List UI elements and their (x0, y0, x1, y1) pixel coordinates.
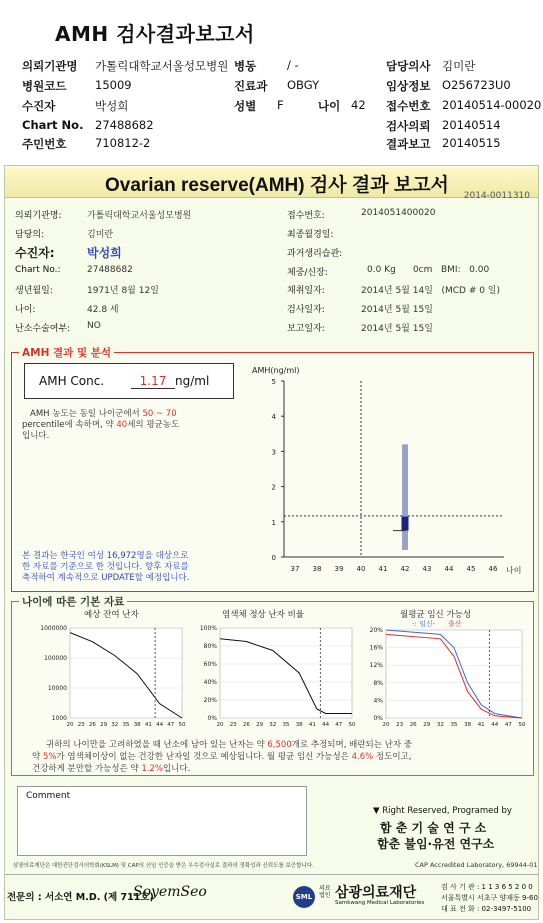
phone: 대 표 전 화 : 02-3497-5100 (441, 905, 532, 913)
x-tick-label: 43 (422, 565, 432, 573)
cap-accreditation: CAP Accredited Laboratory, 69944-01 (415, 861, 538, 869)
birth-pct: 1.2% (141, 764, 163, 774)
x-tick-label: 32 (269, 722, 277, 728)
x-tick-label: 29 (256, 722, 264, 728)
foundation-name: 삼광의료재단 (335, 885, 417, 901)
y-tick-label: 20% (369, 627, 383, 634)
header-value: F (277, 98, 284, 112)
data-source-note: 축적하여 계속적으로 UPDATE할 예정입니다. (22, 573, 190, 583)
x-tick-label: 38 (295, 722, 303, 728)
x-tick-label: 35 (282, 722, 290, 728)
header-value: / - (287, 58, 299, 72)
accreditation-note: 삼광의료재단은 대한진단검사의학회(KSLM) 및 CAP의 신임 인증을 받은 우수검사실로 결과의 정확성과 신뢰도를 보증합니다. (13, 863, 314, 869)
pregnancy-chance-chart (360, 624, 530, 732)
age-data-section (11, 601, 534, 776)
header-label: 주민번호 (22, 137, 67, 151)
field-label: 최종월경일: (287, 230, 334, 240)
summary-text: 가 염색체이상이 없는 건강한 난자일 것으로 예상됩니다. 월 평균 임신 가능성은 (56, 752, 349, 762)
header-value: 김미란 (442, 59, 476, 73)
summary-text: 건강하게 분만할 가능성은 약 (32, 764, 139, 774)
header-value: 가톨릭대학교서울성모병원 (95, 59, 229, 73)
x-axis-label: 나이 (506, 566, 522, 575)
header-label: 접수번호 (386, 99, 431, 113)
report-code: 2014-0011310 (463, 191, 530, 201)
x-tick-label: 44 (156, 722, 164, 728)
header-value: 20140515 (442, 136, 501, 150)
foundation-logo: SML (293, 886, 315, 908)
y-tick-label: 4% (373, 697, 383, 705)
x-tick-label: 47 (504, 722, 512, 728)
field-value: 1971년 8월 12일 (87, 286, 159, 296)
field-label: 보고일자: (287, 324, 325, 334)
x-tick-label: 23 (229, 722, 237, 728)
x-tick-label: 20 (382, 722, 390, 728)
x-tick-label: 41 (378, 565, 388, 573)
x-tick-label: 41 (308, 722, 316, 728)
header-label: 임상정보 (386, 79, 431, 93)
y-axis-label: AMH(ng/ml) (252, 366, 300, 375)
lab-name-1: 함 춘 기 술 연 구 소 (380, 821, 487, 835)
y-tick-label: 0% (373, 715, 383, 722)
field-label: 채취일자: (287, 286, 325, 296)
remaining-eggs-value: 6,500 (267, 740, 292, 750)
y-tick-label: 80% (203, 643, 217, 650)
amh-age-chart (242, 359, 532, 589)
field-value: 42.8 세 (87, 305, 119, 315)
range-bar (402, 444, 408, 550)
y-tick-label: 0 (271, 554, 276, 562)
y-tick-label: 16% (369, 644, 383, 652)
field-label: 과거생리습관: (287, 249, 343, 259)
report-banner (5, 168, 538, 201)
field-label: 체중/신장: (287, 268, 328, 278)
footer-divider (5, 874, 538, 875)
x-tick-label: 32 (436, 722, 444, 728)
header-label: 성별 (234, 99, 257, 113)
plot-area (70, 628, 182, 718)
remaining-eggs-chart (20, 620, 190, 732)
pregnancy-pct: 4.6% (351, 752, 374, 762)
equivalent-age: 40 (116, 420, 128, 430)
x-tick-label: 39 (334, 565, 344, 573)
amh-concentration-box (24, 363, 234, 399)
page-title: AMH 검사결과보고서 (55, 22, 255, 46)
data-source-note: 한 자료를 기준으로 한 것입니다. 향후 자료를 (22, 562, 189, 572)
amh-conc-value: 1.17 (131, 374, 175, 389)
header-label: 진료과 (234, 79, 268, 93)
amh-section-title: AMH 결과 및 분석 (19, 345, 114, 360)
summary-line-3 (32, 764, 190, 775)
y-tick-label: 1000000 (40, 625, 67, 632)
header-label: 담당의사 (386, 59, 431, 73)
chart-title: 월평균 임신 가능성 (400, 610, 472, 620)
header-value: 710812-2 (95, 136, 151, 150)
foundation-name-en: Samkwang Medical Laboratories (335, 900, 425, 906)
field-value: 0.0 Kg 0cm BMI: 0.00 (367, 265, 490, 275)
chart-title: 염색체 정상 난자 비율 (222, 610, 305, 620)
field-value: 2014년 5월 15일 (361, 324, 433, 334)
x-tick-label: 20 (216, 722, 224, 728)
doctor-signature: SoyemSeo (133, 884, 207, 900)
percentile-range: 50 ~ 70 (142, 409, 177, 419)
address: 서울특별시 서초구 양재동 9-60 (441, 894, 538, 902)
institution-code: 검 사 기 관 : 1 1 3 6 5 2 0 0 (441, 883, 533, 891)
x-tick-label: 26 (88, 722, 96, 728)
x-tick-label: 35 (122, 722, 130, 728)
field-value: 2014년 5월 14일 (MCD # 0 일) (361, 286, 501, 296)
field-label: Chart No.: (15, 265, 61, 275)
header-label: Chart No. (22, 118, 84, 132)
field-value: 2014051400020 (361, 208, 436, 218)
header-label: 수진자 (22, 99, 56, 113)
report-title: Ovarian reserve(AMH) 검사 결과 보고서 (105, 175, 449, 196)
amh-conc-unit: ng/ml (175, 374, 210, 388)
y-tick-label: 100000 (44, 655, 67, 662)
header-value: 15009 (95, 78, 132, 92)
legend-birth: 출산 (448, 620, 462, 628)
x-tick-label: 41 (144, 722, 152, 728)
field-value: NO (87, 321, 101, 331)
x-tick-label: 23 (396, 722, 404, 728)
header-value: 27488682 (95, 118, 154, 132)
header-value: 박성희 (95, 99, 129, 113)
amh-interpretation (30, 409, 177, 420)
corp-mark-line: 법인 (319, 892, 331, 899)
x-tick-label: 29 (423, 722, 431, 728)
comment-label: Comment (26, 791, 71, 801)
y-tick-label: 1 (271, 518, 276, 527)
summary-text: 약 (32, 752, 41, 762)
field-value: 가톨릭대학교서울성모병원 (87, 211, 192, 221)
y-tick-label: 12% (369, 662, 383, 670)
header-label: 의뢰기관명 (22, 59, 78, 73)
lab-name-2: 함춘 불임·유전 연구소 (377, 837, 495, 851)
header-label: 검사의뢰 (386, 119, 431, 133)
amh-analysis-section (11, 352, 534, 592)
y-tick-label: 0% (207, 715, 217, 722)
x-tick-label: 26 (242, 722, 250, 728)
corp-mark-line: 의료 (319, 885, 331, 892)
iqr-box (402, 517, 409, 531)
y-tick-label: 40% (203, 679, 217, 686)
y-tick-label: 8% (373, 679, 383, 687)
x-tick-label: 29 (100, 722, 108, 728)
x-tick-label: 38 (312, 565, 322, 573)
field-label: 난소수술여부: (15, 324, 71, 334)
header-label: 병원코드 (22, 79, 67, 93)
header-label: 결과보고 (386, 137, 431, 151)
normal-egg-pct: 5% (42, 752, 57, 762)
header-value: O256723U0 (442, 78, 511, 92)
field-label: 수진자: (15, 246, 55, 260)
x-tick-label: 44 (322, 722, 330, 728)
rights-text: ▼ Right Reserved, Programed by (373, 806, 512, 816)
field-value: 27488682 (87, 265, 133, 275)
field-value: 2014년 5월 15일 (361, 305, 433, 315)
x-tick-label: 20 (66, 722, 74, 728)
y-tick-label: 2 (271, 483, 276, 492)
x-tick-label: 46 (488, 565, 498, 573)
note-text: 세의 평균농도 (127, 420, 180, 430)
normal-egg-ratio-chart (190, 620, 360, 732)
header-label: 나이 (318, 99, 341, 113)
x-tick-label: 23 (77, 722, 85, 728)
report-sheet (4, 165, 539, 920)
x-tick-label: 26 (409, 722, 417, 728)
x-tick-label: 40 (356, 565, 366, 573)
x-tick-label: 38 (464, 722, 472, 728)
field-label: 접수번호: (287, 211, 325, 221)
x-tick-label: 45 (466, 565, 476, 573)
x-tick-label: 42 (400, 565, 410, 573)
summary-text: 귀하의 나이만을 고려하였을 때 난소에 남아 있는 난자는 약 (46, 740, 265, 750)
x-tick-label: 50 (348, 722, 356, 728)
x-tick-label: 47 (167, 722, 175, 728)
summary-text: 개로 추정되며, 배란되는 난자 중 (291, 740, 412, 750)
x-tick-label: 37 (290, 565, 300, 573)
note-text: percentile에 속하며, 약 (22, 420, 114, 430)
field-value: 김미란 (87, 230, 114, 240)
x-tick-label: 32 (111, 722, 119, 728)
plot-area (220, 628, 352, 718)
header-value: 20140514 (442, 118, 501, 132)
summary-text: 정도이고, (375, 752, 412, 762)
y-tick-label: 5 (271, 378, 276, 386)
y-tick-label: 60% (203, 661, 217, 668)
note-text: AMH 농도는 동일 나이군에서 (30, 409, 140, 419)
y-tick-label: 10000 (47, 685, 67, 692)
y-tick-label: 20% (203, 697, 217, 704)
x-tick-label: 44 (444, 565, 454, 573)
amh-interpretation-line2 (22, 420, 179, 431)
summary-line-1 (46, 740, 412, 751)
field-label: 나이: (15, 305, 36, 315)
y-tick-label: 3 (271, 448, 276, 457)
header-value: 20140514-00020 (442, 98, 542, 112)
field-label: 생년월일: (15, 286, 53, 296)
x-tick-label: 35 (450, 722, 458, 728)
x-tick-label: 50 (178, 722, 186, 728)
corp-mark (319, 885, 331, 899)
plot-area (386, 630, 522, 718)
legend-pregnancy: -: 임신- (412, 620, 436, 628)
age-section-title: 나이에 따른 기본 자료 (19, 594, 127, 609)
patient-name: 박성희 (87, 246, 122, 260)
y-tick-label: 1000 (51, 715, 67, 722)
note-text: 입니다. (22, 431, 50, 441)
comment-box (17, 786, 307, 856)
header-value: 42 (351, 98, 366, 112)
data-source-note: 본 결과는 한국인 여성 16,972명을 대상으로 (22, 551, 189, 561)
field-label: 검사일자: (287, 305, 325, 315)
doctor-name: 전문의 : 서소연 M.D. (제 711호) (7, 892, 154, 903)
x-tick-label: 38 (133, 722, 141, 728)
field-label: 의뢰기관명: (15, 211, 62, 221)
x-tick-label: 50 (518, 722, 526, 728)
x-tick-label: 47 (335, 722, 343, 728)
x-tick-label: 41 (477, 722, 485, 728)
field-label: 담당의: (15, 230, 45, 240)
amh-conc-label: AMH Conc. (39, 374, 105, 388)
chart-title: 예상 잔여 난자 (84, 610, 139, 620)
header-label: 병동 (234, 59, 257, 73)
summary-line-2 (32, 752, 411, 763)
summary-text: 입니다. (162, 764, 191, 774)
y-tick-label: 4 (271, 413, 276, 422)
header-value: OBGY (287, 78, 320, 92)
y-tick-label: 100% (199, 625, 217, 632)
x-tick-label: 44 (491, 722, 499, 728)
